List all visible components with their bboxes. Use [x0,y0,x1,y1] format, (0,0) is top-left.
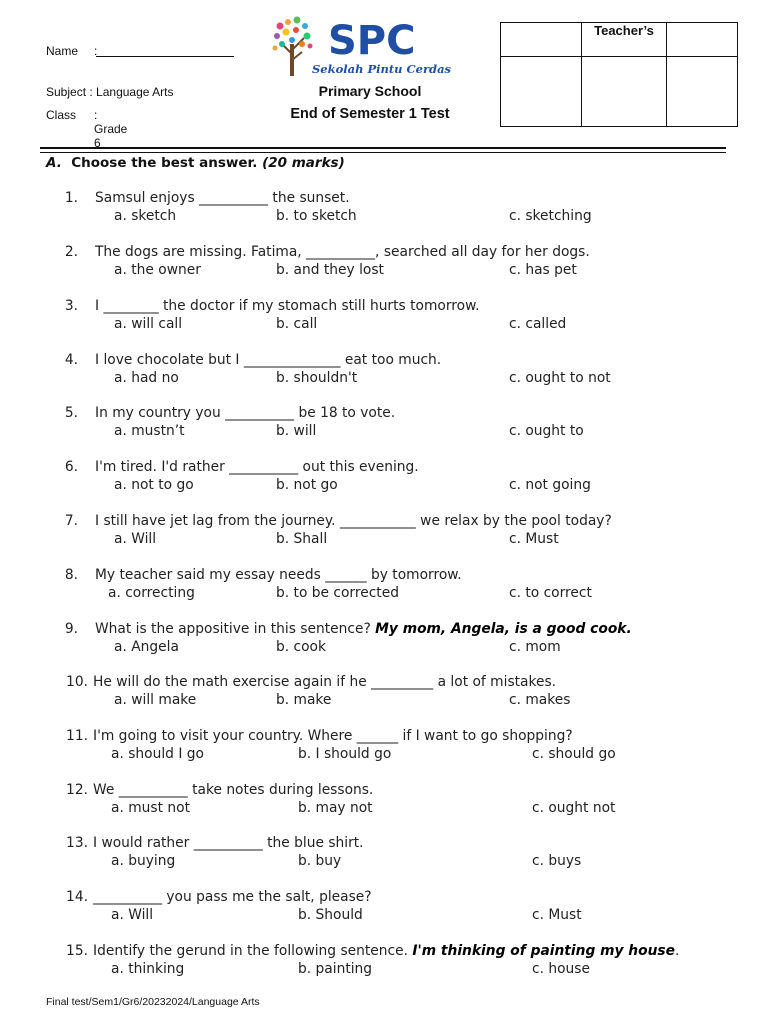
name-label: Name [46,44,79,58]
answer-option-a[interactable]: a. should I go [111,746,204,762]
answer-option-c[interactable]: c. should go [532,746,616,762]
answer-option-c[interactable]: c. has pet [509,262,577,278]
question-item [0,674,768,714]
answer-option-a[interactable]: a. Will [114,531,157,547]
question-stem [93,728,573,744]
answer-option-b[interactable]: b. to sketch [276,208,357,224]
logo-subtitle: Sekolah Pintu Cerdas [312,62,451,76]
question-text: What is the appositive in this sentence? [95,621,371,637]
question-number: 5. [64,405,78,421]
answer-option-c[interactable]: c. ought not [532,800,616,816]
question-emphasis: I'm thinking of painting my house [412,943,676,959]
school-logo [272,14,472,78]
question-text: In my country you __________ be 18 to vote. [95,405,396,421]
section-instruction: Choose the best answer. [71,155,258,171]
answer-option-b[interactable]: b. cook [276,639,326,655]
question-number: 3. [64,298,78,314]
answer-option-a[interactable]: a. mustn’t [114,423,185,439]
question-number: 2. [64,244,78,260]
question-text: I'm going to visit your country. Where ______ if I want to go shopping? [93,728,573,744]
question-item [0,782,768,822]
footer-text: Final test/Sem1/Gr6/20232024/Language Arts [46,996,260,1008]
answer-option-b[interactable]: b. Should [298,907,363,923]
section-letter: A. [46,155,62,171]
name-blank-line [96,56,234,57]
question-text: We __________ take notes during lessons. [93,782,374,798]
answer-option-c[interactable]: c. called [509,316,567,332]
question-number: 13. [66,835,88,851]
question-number: 4. [64,352,78,368]
answer-option-a[interactable]: a. not to go [114,477,194,493]
question-stem [93,674,556,690]
question-number: 6. [64,459,78,475]
question-number: 12. [66,782,88,798]
question-stem [95,298,479,314]
question-number: 10. [66,674,88,690]
answer-option-c[interactable]: c. sketching [509,208,592,224]
question-text: I would rather __________ the blue shirt. [93,835,364,851]
question-stem [95,513,612,529]
question-stem [93,943,679,959]
question-item [0,835,768,875]
answer-option-c[interactable]: c. mom [509,639,561,655]
teacher-score-table [500,22,738,127]
answer-option-b[interactable]: b. to be corrected [276,585,399,601]
question-number: 11. [66,728,88,744]
answer-option-b[interactable]: b. and they lost [276,262,384,278]
question-number: 7. [64,513,78,529]
name-field [46,44,98,58]
score-cell [501,57,582,127]
question-stem [95,190,350,206]
answer-option-b[interactable]: b. I should go [298,746,392,762]
question-number: 14. [66,889,88,905]
question-text: He will do the math exercise again if he _________ a lot of mistakes. [93,674,557,690]
question-text: __________ you pass me the salt, please? [93,889,372,905]
question-text: I still have jet lag from the journey. ___________ we relax by the pool today? [95,513,612,529]
answer-option-b[interactable]: b. shouldn't [276,370,358,386]
answer-option-c[interactable]: c. house [532,961,590,977]
answer-option-a[interactable]: a. sketch [114,208,177,224]
tree-icon [273,17,313,77]
answer-option-c[interactable]: c. buys [532,853,582,869]
section-marks: (20 marks) [262,155,345,171]
answer-option-c[interactable]: c. makes [509,692,571,708]
question-number: 8. [64,567,78,583]
answer-option-b[interactable]: b. may not [298,800,373,816]
score-cell [501,23,582,57]
question-item [0,513,768,553]
question-number: 9. [64,621,78,637]
question-text: My teacher said my essay needs ______ by tomorrow. [95,567,462,583]
subject-field [46,85,173,99]
question-item [0,244,768,284]
answer-option-a[interactable]: a. will make [114,692,197,708]
question-stem [93,835,364,851]
question-text: I ________ the doctor if my stomach still hurts tomorrow. [95,298,480,314]
answer-option-a[interactable]: a. Angela [114,639,179,655]
score-cell [667,23,738,57]
answer-option-b[interactable]: b. will [276,423,317,439]
question-item [0,728,768,768]
class-label: Class [46,108,77,122]
question-stem [95,567,462,583]
answer-option-c[interactable]: c. Must [532,907,582,923]
question-stem [95,621,632,637]
question-stem [93,889,372,905]
question-item [0,567,768,607]
answer-option-c[interactable]: c. Must [509,531,559,547]
question-tail: . [675,943,680,959]
score-cell [667,57,738,127]
question-item [0,943,768,983]
score-cell [582,57,667,127]
answer-option-c[interactable]: c. ought to not [509,370,611,386]
answer-option-b[interactable]: b. Shall [276,531,328,547]
header-divider-thin [40,152,726,153]
class-field [46,108,128,150]
answer-option-a[interactable]: a. Will [111,907,154,923]
answer-option-b[interactable]: b. not go [276,477,338,493]
question-item [0,459,768,499]
test-title: End of Semester 1 Test [290,106,450,122]
subject-label: Subject [46,85,87,99]
answer-option-a[interactable]: a. thinking [111,961,185,977]
question-text: Samsul enjoys __________ the sunset. [95,190,350,206]
answer-option-b[interactable]: b. call [276,316,318,332]
question-item [0,405,768,445]
question-stem [95,352,441,368]
name-colon: : [94,44,98,58]
question-stem [95,459,419,475]
answer-option-a[interactable]: a. must not [111,800,190,816]
section-heading [46,155,345,171]
question-item [0,190,768,230]
answer-option-c[interactable]: c. to correct [509,585,592,601]
school-type: Primary School [318,83,422,99]
answer-option-c[interactable]: c. not going [509,477,591,493]
question-text: I'm tired. I'd rather __________ out this evening. [95,459,419,475]
question-number: 15. [66,943,88,959]
question-stem [93,782,373,798]
question-emphasis: My mom, Angela, is a good cook. [375,621,632,637]
answer-option-a[interactable]: a. buying [111,853,176,869]
answer-option-a[interactable]: a. correcting [108,585,195,601]
question-text: The dogs are missing. Fatima, __________, searched all day for her dogs. [95,244,590,260]
question-item [0,621,768,661]
answer-option-a[interactable]: a. had no [114,370,179,386]
answer-option-b[interactable]: b. painting [298,961,373,977]
answer-option-b[interactable]: b. buy [298,853,342,869]
answer-option-a[interactable]: a. the owner [114,262,201,278]
answer-option-b[interactable]: b. make [276,692,332,708]
question-item [0,889,768,929]
question-stem [95,405,395,421]
question-item [0,298,768,338]
answer-option-c[interactable]: c. ought to [509,423,584,439]
question-stem [95,244,590,260]
logo-text: SPC [328,18,416,64]
class-value: : Grade 6 [94,108,128,150]
question-text: Identify the gerund in the following sentence. [93,943,408,959]
question-text: I love chocolate but I ______________ eat too much. [95,352,442,368]
subject-value: : Language Arts [89,85,174,99]
answer-option-a[interactable]: a. will call [114,316,183,332]
question-number: 1. [64,190,78,206]
header-divider [40,147,726,149]
teacher-label: Teacher’s [582,23,667,57]
question-item [0,352,768,392]
